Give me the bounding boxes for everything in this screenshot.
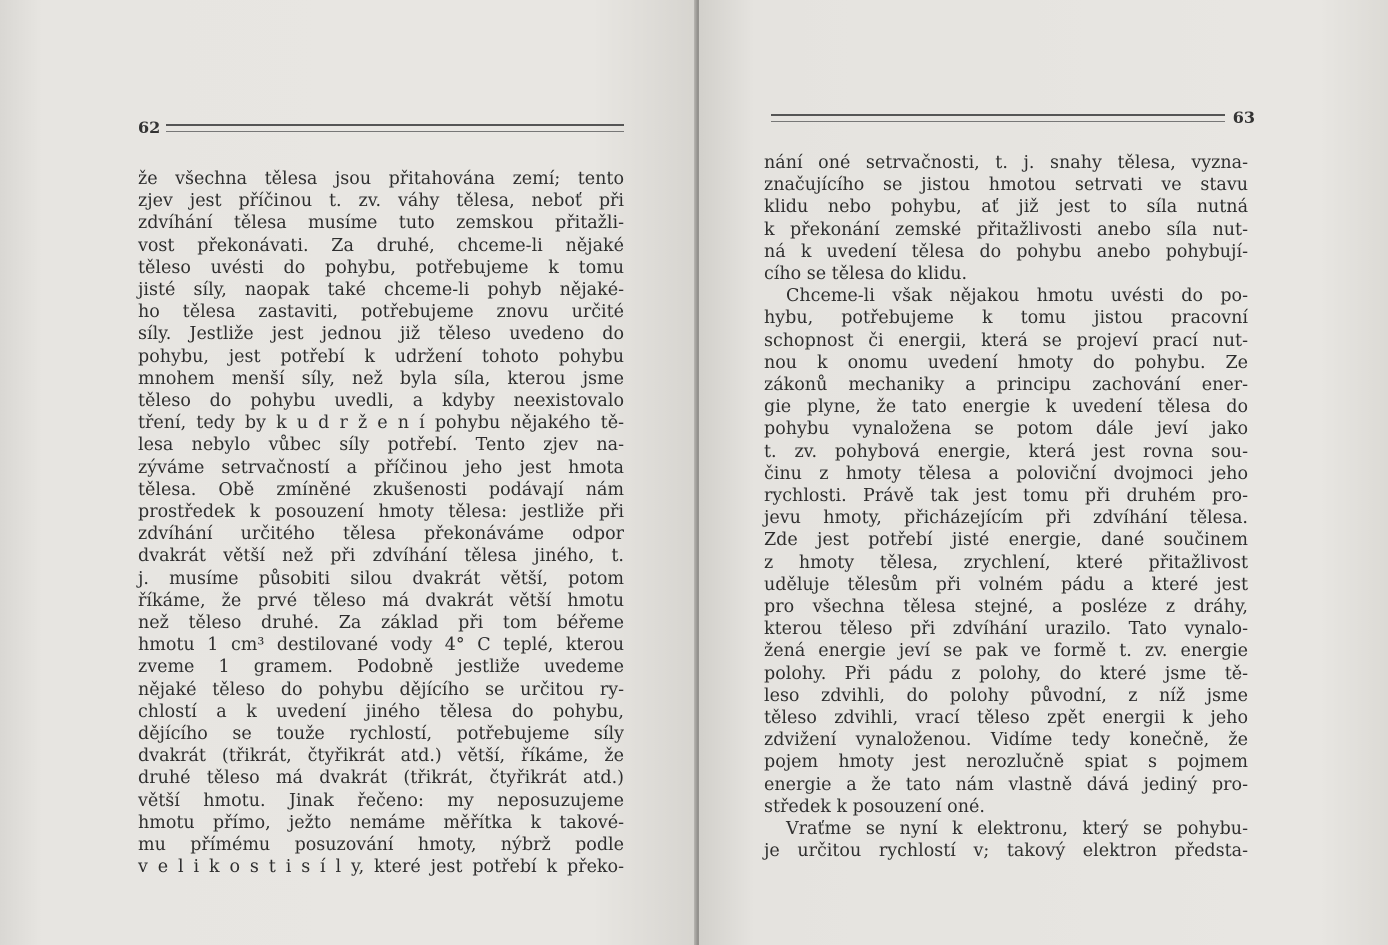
header-rule <box>771 114 1225 122</box>
text-line: Zde jest potřebí jisté energie, dané součinem <box>764 530 1248 551</box>
text-line: je určitou rychlostí v; takový elektron předsta- <box>764 841 1248 862</box>
text-line: leso zdvihli, do polohy původní, z níž jsme <box>764 685 1248 706</box>
text-line: zdvíhání tělesa musíme tuto zemskou přitažli- <box>138 213 624 234</box>
text-line: činu z hmoty tělesa a poloviční dvojmoci jeho <box>764 463 1248 484</box>
text-line: j. musíme působiti silou dvakrát větší, potom <box>138 568 624 589</box>
page-number: 62 <box>138 118 161 137</box>
text-line: středek k posouzení oné. <box>764 796 985 817</box>
text-line: dvakrát větší než při zdvíhání tělesa jiného, t. <box>138 546 624 567</box>
text-line: t. zv. pohybová energie, která jest rovna sou- <box>764 441 1248 462</box>
text-line: těleso uvésti do pohybu, potřebujeme k tomu <box>138 257 624 278</box>
text-line: jisté síly, naopak také chceme-li pohyb nějaké- <box>138 280 624 301</box>
text-line: jevu hmoty, přicházejícím při zdvíhání tělesa. <box>764 508 1248 529</box>
text-line: než těleso druhé. Za základ při tom béřeme <box>138 613 624 634</box>
header-rule <box>166 124 624 132</box>
text-line: že všechna tělesa jsou přitahována zemí; tento <box>138 169 624 189</box>
text-line: těleso zdvihli, vrací těleso zpět energii k jeho <box>764 708 1248 729</box>
text-line: síly. Jestliže jest jednou již těleso uvedeno do <box>138 324 624 345</box>
text-line: uděluje tělesům při volném pádu a které jest <box>764 574 1248 595</box>
text-line: ná k uvedení tělesa do pohybu anebo pohybují- <box>764 241 1248 262</box>
text-line: pojem hmoty jest nerozlučně spiat s pojmem <box>764 752 1248 773</box>
text-line: cího se tělesa do klidu. <box>764 264 968 285</box>
text-line: zveme 1 gramem. Podobně jestliže uvedeme <box>138 657 624 678</box>
text-line: klidu nebo pohybu, ať již jest to síla nutná <box>764 197 1248 218</box>
left-page-header <box>138 118 624 137</box>
text-line: vost překonávati. Za druhé, chceme-li nějaké <box>138 235 624 256</box>
text-line: zýváme setrvačností a příčinou jeho jest hmota <box>138 457 624 478</box>
text-line: pohybu vynaložena se potom dále jeví jako <box>764 419 1248 440</box>
text-line: energie a že tato nám vlastně dává jediný pro- <box>764 774 1248 795</box>
right-page <box>699 0 1388 945</box>
text-line: žená energie jeví se pak ve formě t. zv. energie <box>764 641 1248 662</box>
text-line: zjev jest příčinou t. zv. váhy tělesa, neboť při <box>138 191 624 212</box>
text-line: říkáme, že prvé těleso má dvakrát větší hmotu <box>138 590 624 611</box>
text-line: polohy. Při pádu z polohy, do které jsme tě- <box>764 663 1248 684</box>
right-page-text <box>764 152 1248 863</box>
text-line: v e l i k o s t i s í l y, které jest potřebí k překo- <box>138 857 624 878</box>
text-line: nou k onomu uvedení hmoty do pohybu. Ze <box>764 352 1248 373</box>
text-line: hmotu přímo, ježto nemáme měřítka k takové- <box>138 812 624 833</box>
text-line: ho tělesa zastaviti, potřebujeme znovu určité <box>138 302 624 323</box>
text-line: pro všechna tělesa stejné, a posléze z dráhy, <box>764 597 1248 618</box>
left-page-text <box>138 168 624 879</box>
text-line: nějaké těleso do pohybu dějícího se určitou ry- <box>138 679 624 700</box>
text-line: zdvíhání určitého tělesa překonáváme odpor <box>138 524 624 545</box>
text-line: pohybu, jest potřebí k udržení tohoto pohybu <box>138 346 624 367</box>
text-line: rychlosti. Právě tak jest tomu při druhém pro- <box>764 486 1248 507</box>
right-page-header <box>771 108 1255 127</box>
page-number: 63 <box>1232 108 1255 127</box>
text-line: lesa nebylo vůbec síly potřebí. Tento zjev na- <box>138 435 624 456</box>
text-line: větší hmotu. Jinak řečeno: my neposuzujeme <box>138 790 624 811</box>
text-line: gie plyne, že tato energie k uvedení tělesa do <box>764 397 1248 418</box>
text-line: druhé těleso má dvakrát (třikrát, čtyřikrát atd.) <box>138 768 624 789</box>
text-line: zdvižení vynaloženou. Vidíme tedy konečně, že <box>764 730 1248 751</box>
text-line: dějícího se touže rychlostí, potřebujeme síly <box>138 724 624 745</box>
text-line: tělesa. Obě zmíněné zkušenosti podávají nám <box>138 479 624 500</box>
text-line: Chceme-li však nějakou hmotu uvésti do po- <box>786 286 1248 307</box>
text-line: k překonání zemské přitažlivosti anebo síla nut- <box>764 219 1248 240</box>
text-line: hybu, potřebujeme k tomu jistou pracovní <box>764 308 1248 329</box>
text-line: schopnost či energii, která se projeví prací nut- <box>764 330 1248 351</box>
text-line: z hmoty tělesa, zrychlení, které přitažlivost <box>764 552 1248 573</box>
text-line: hmotu 1 cm³ destilované vody 4° C teplé, kterou <box>138 635 624 656</box>
text-line: dvakrát (třikrát, čtyřikrát atd.) větší, říkáme, že <box>138 746 624 767</box>
text-line: mu přímému posuzování hmoty, nýbrž podle <box>138 835 624 856</box>
text-line: tření, tedy by k u d r ž e n í pohybu nějakého tě- <box>138 413 624 434</box>
text-line: zákonů mechaniky a principu zachování ener- <box>764 375 1248 396</box>
text-line: kterou těleso při zdvíhání urazilo. Tato vynalo- <box>764 619 1248 640</box>
text-line: prostředek k posouzení hmoty tělesa: jestliže při <box>138 502 624 523</box>
text-line: značujícího se jistou hmotou setrvati ve stavu <box>764 175 1248 196</box>
text-line: chlostí a k uvedení jiného tělesa do pohybu, <box>138 701 624 722</box>
text-line: mnohem menší síly, než byla síla, kterou jsme <box>138 368 624 389</box>
text-line: Vraťme se nyní k elektronu, který se pohybu- <box>786 819 1248 840</box>
text-line: těleso do pohybu uvedli, a kdyby neexistovalo <box>138 391 624 412</box>
text-line: nání oné setrvačnosti, t. j. snahy tělesa, vyzna- <box>764 153 1248 173</box>
